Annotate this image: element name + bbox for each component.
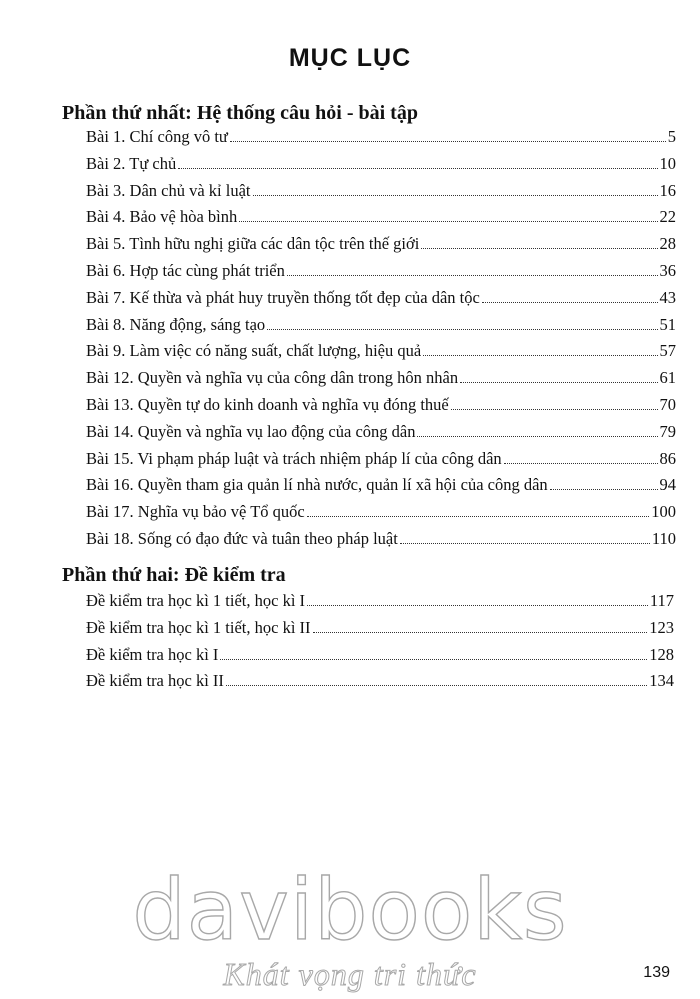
- dot-leader: [451, 408, 658, 410]
- toc-entry-label: Bài 13. Quyền tự do kinh doanh và nghĩa vụ đóng thuế: [86, 394, 449, 414]
- toc-entry-label: Bài 12. Quyền và nghĩa vụ của công dân trong hôn nhân: [86, 368, 459, 388]
- toc-entry-page: 86: [659, 448, 676, 468]
- toc-entry-label: Bài 2. Tự chủ: [86, 153, 177, 173]
- dot-leader: [313, 631, 648, 633]
- toc-entry-page: 61: [659, 368, 676, 388]
- toc-entry: [86, 341, 676, 368]
- toc-entry-page: 16: [659, 180, 676, 200]
- dot-leader: [178, 167, 657, 169]
- toc-entry-label: Bài 3. Dân chủ và kỉ luật: [86, 180, 251, 200]
- toc-list-part-1: [86, 127, 676, 556]
- dot-leader: [421, 247, 657, 249]
- toc-entry-page: 57: [659, 341, 676, 361]
- section-heading-part-1: Phần thứ nhất: Hệ thống câu hỏi - bài tập: [62, 102, 418, 124]
- toc-entry: [86, 368, 676, 395]
- toc-entry: [86, 422, 676, 449]
- toc-entry-page: 123: [649, 617, 674, 637]
- dot-leader: [550, 488, 658, 490]
- dot-leader: [230, 140, 666, 142]
- toc-entry-label: Bài 15. Vi phạm pháp luật và trách nhiệm pháp lí của công dân: [86, 448, 502, 468]
- dot-leader: [504, 462, 658, 464]
- watermark-slogan: Khát vọng tri thức: [223, 956, 477, 992]
- toc-entry-label: Bài 8. Năng động, sáng tạo: [86, 314, 266, 334]
- toc-entry: [86, 234, 676, 261]
- toc-entry-label: Bài 5. Tình hữu nghị giữa các dân tộc trên thế giới: [86, 234, 420, 254]
- toc-entry-label: Bài 4. Bảo vệ hòa bình: [86, 207, 238, 227]
- toc-entry-page: 51: [659, 314, 676, 334]
- toc-entry-page: 79: [659, 421, 676, 441]
- toc-entry: [86, 475, 676, 502]
- dot-leader: [417, 435, 657, 437]
- toc-list-part-2: [86, 591, 674, 698]
- toc-entry: [86, 502, 676, 529]
- toc-entry-label: Bài 1. Chí công vô tư: [86, 127, 228, 146]
- toc-entry-page: 36: [659, 260, 676, 280]
- toc-entry-page: 28: [659, 234, 676, 254]
- toc-entry-label: Bài 17. Nghĩa vụ bảo vệ Tổ quốc: [86, 502, 305, 522]
- dot-leader: [220, 658, 647, 660]
- toc-entry: [86, 645, 674, 672]
- toc-entry-page: 94: [659, 475, 676, 495]
- toc-entry-page: 10: [659, 153, 676, 173]
- section-heading-part-2: Phần thứ hai: Đề kiểm tra: [62, 564, 286, 586]
- toc-entry: [86, 618, 674, 645]
- dot-leader: [482, 301, 658, 303]
- dot-leader: [253, 194, 658, 196]
- toc-entry-label: Đề kiểm tra học kì 1 tiết, học kì II: [86, 617, 311, 637]
- toc-entry-page: 117: [649, 591, 674, 610]
- toc-entry-label: Đề kiểm tra học kì I: [86, 644, 219, 664]
- toc-entry-page: 100: [651, 502, 676, 522]
- toc-entry: [86, 181, 676, 208]
- toc-entry-page: 43: [659, 287, 676, 307]
- toc-entry-label: Bài 9. Làm việc có năng suất, chất lượng, hiệu quả: [86, 341, 422, 361]
- toc-entry: [86, 671, 674, 698]
- toc-entry-label: Bài 14. Quyền và nghĩa vụ lao động của công dân: [86, 421, 416, 441]
- dot-leader: [239, 220, 657, 222]
- dot-leader: [267, 328, 657, 330]
- dot-leader: [400, 542, 650, 544]
- toc-entry-page: 5: [667, 127, 676, 146]
- toc-entry: [86, 315, 676, 342]
- toc-entry: [86, 449, 676, 476]
- toc-entry-page: 134: [649, 671, 674, 691]
- dot-leader: [226, 684, 647, 686]
- toc-entry-page: 70: [659, 394, 676, 414]
- toc-entry: [86, 395, 676, 422]
- toc-entry-label: Bài 6. Hợp tác cùng phát triển: [86, 260, 285, 280]
- toc-entry: [86, 154, 676, 181]
- toc-entry-label: Đề kiểm tra học kì II: [86, 671, 224, 691]
- toc-entry: [86, 529, 676, 556]
- page-number: 139: [643, 964, 670, 981]
- dot-leader: [307, 604, 648, 606]
- dot-leader: [423, 354, 657, 356]
- toc-entry-page: 22: [659, 207, 676, 227]
- page-title: MỤC LỤC: [288, 44, 412, 72]
- toc-entry-page: 128: [649, 644, 674, 664]
- toc-entry-label: Đề kiểm tra học kì 1 tiết, học kì I: [86, 591, 306, 610]
- toc-entry-label: Bài 18. Sống có đạo đức và tuân theo pháp luật: [86, 528, 398, 548]
- dot-leader: [287, 274, 658, 276]
- toc-entry: [86, 127, 676, 154]
- toc-entry: [86, 261, 676, 288]
- toc-entry: [86, 591, 674, 618]
- toc-entry-label: Bài 7. Kế thừa và phát huy truyền thống tốt đẹp của dân tộc: [86, 287, 480, 307]
- toc-entry-label: Bài 16. Quyền tham gia quản lí nhà nước, quản lí xã hội của công dân: [86, 475, 548, 495]
- toc-entry-page: 110: [651, 528, 676, 548]
- toc-entry: [86, 288, 676, 315]
- dot-leader: [307, 515, 650, 517]
- dot-leader: [460, 381, 657, 383]
- watermark-brand: davibooks: [132, 861, 568, 959]
- toc-entry: [86, 207, 676, 234]
